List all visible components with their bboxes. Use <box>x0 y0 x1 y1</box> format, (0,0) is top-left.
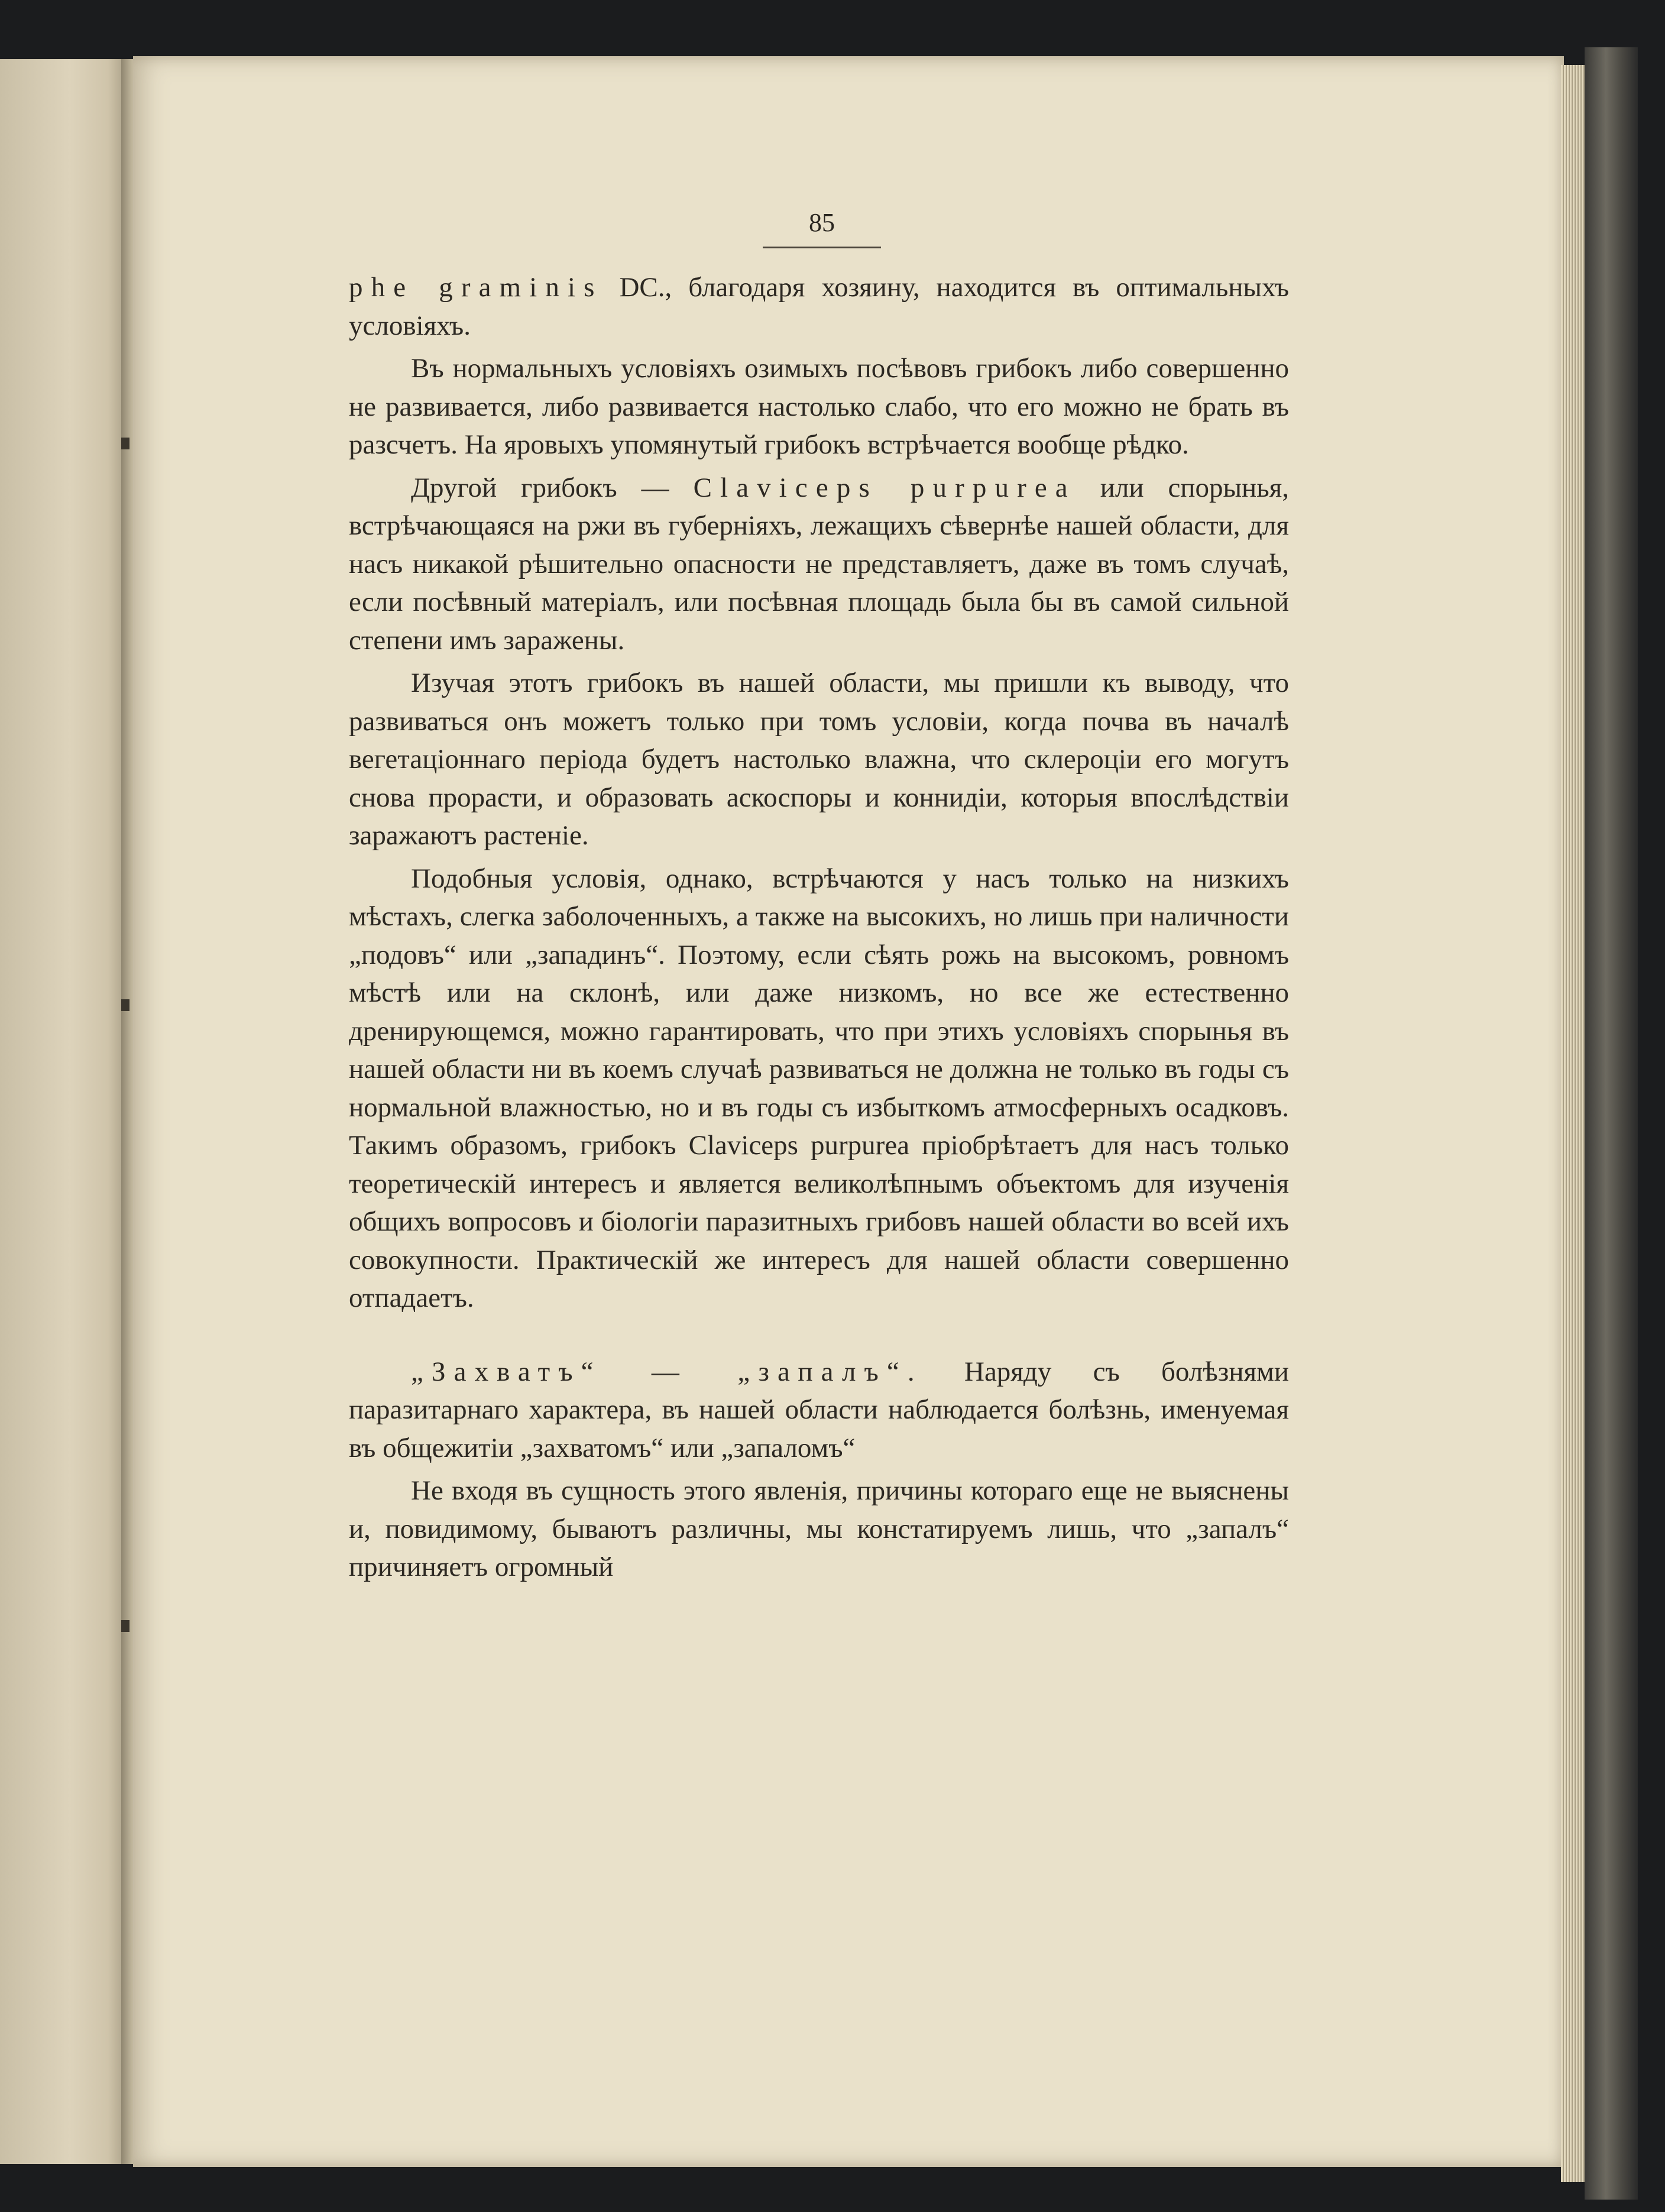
paragraph-text: Наряду съ болѣзнями паразитарнаго характера, въ нашей области наблюдается болѣзнь, именуемая въ общежитіи „захватомъ“ или „запаломъ“ <box>349 1356 1289 1463</box>
paragraph-3 <box>349 469 1289 660</box>
paragraph-text: DC., благодаря хозяину, находится въ оптимальныхъ условіяхъ. <box>349 272 1289 341</box>
paragraph-5: Подобныя условія, однако, встрѣчаются у насъ только на низкихъ мѣстахъ, слегка заболоченныхъ, а также на высокихъ, но лишь при наличности „подовъ“ или „западинъ“. Поэтому, если сѣять рожь на высокомъ, ровномъ мѣстѣ или на склонѣ, или даже низкомъ, но все же естественно дренирующемся, можно гарантировать, что при этихъ условіяхъ спорынья въ нашей области ни въ коемъ случаѣ развиваться не должна не только въ годы съ нормальной влажностью, но и въ годы съ избыткомъ атмосферныхъ осадковъ. Такимъ образомъ, грибокъ Claviceps purpurea пріобрѣтаетъ для насъ только теоретическій интересъ и является великолѣпнымъ объектомъ для изученія общихъ вопросовъ и біологіи паразитныхъ грибовъ нашей области во всей ихъ совокупности. Практическій же интересъ для нашей области совершенно отпадаетъ. <box>349 863 1289 1313</box>
previous-page-edge <box>0 59 127 2164</box>
latin-name: phe graminis <box>349 272 603 303</box>
margin-mark <box>121 999 129 1011</box>
section-heading: „Захватъ“ — „запалъ“. <box>411 1356 923 1387</box>
margin-mark <box>121 438 129 449</box>
paragraph-2: Въ нормальныхъ условіяхъ озимыхъ посѣвовъ грибокъ либо совершенно не развивается, либо развивается настолько слабо, что его можно не брать въ разсчетъ. На яровыхъ упомянутый грибокъ встрѣчается вообще рѣдко. <box>349 353 1289 460</box>
paragraph-6 <box>349 1353 1289 1468</box>
page-stack-edge <box>1561 65 1585 2182</box>
book-binding <box>1585 47 1638 2200</box>
page-number: 85 <box>809 208 835 237</box>
paragraph-pre: Другой грибокъ — <box>411 472 694 503</box>
page-number-rule <box>763 247 881 248</box>
paragraph-1 <box>349 268 1289 345</box>
margin-mark <box>121 1620 129 1632</box>
paragraph-4: Изучая этотъ грибокъ въ нашей области, мы пришли къ выводу, что развиваться онъ можетъ только при томъ условіи, когда почва въ началѣ вегетаціоннаго періода будетъ настолько влажна, что склероціи его могутъ снова прорасти, и образовать аскоспоры и коннидіи, которыя впослѣдствіи заражаютъ растеніе. <box>349 668 1289 851</box>
paragraph-7: Не входя въ сущность этого явленія, причины котораго еще не выяснены и, повидимому, бываютъ различны, мы констатируемъ лишь, что „запалъ“ причиняетъ огромный <box>349 1475 1289 1582</box>
paragraph-text: или спорынья, встрѣчающаяся на ржи въ губерніяхъ, лежащихъ сѣвернѣе нашей области, для насъ никакой рѣшительно опасности не представляетъ, даже въ томъ случаѣ, если посѣвный матеріалъ, или посѣвная площадь была бы въ самой сильной степени имъ заражены. <box>349 472 1289 656</box>
latin-name: Claviceps purpurea <box>693 472 1076 503</box>
page-content <box>349 210 1289 1586</box>
